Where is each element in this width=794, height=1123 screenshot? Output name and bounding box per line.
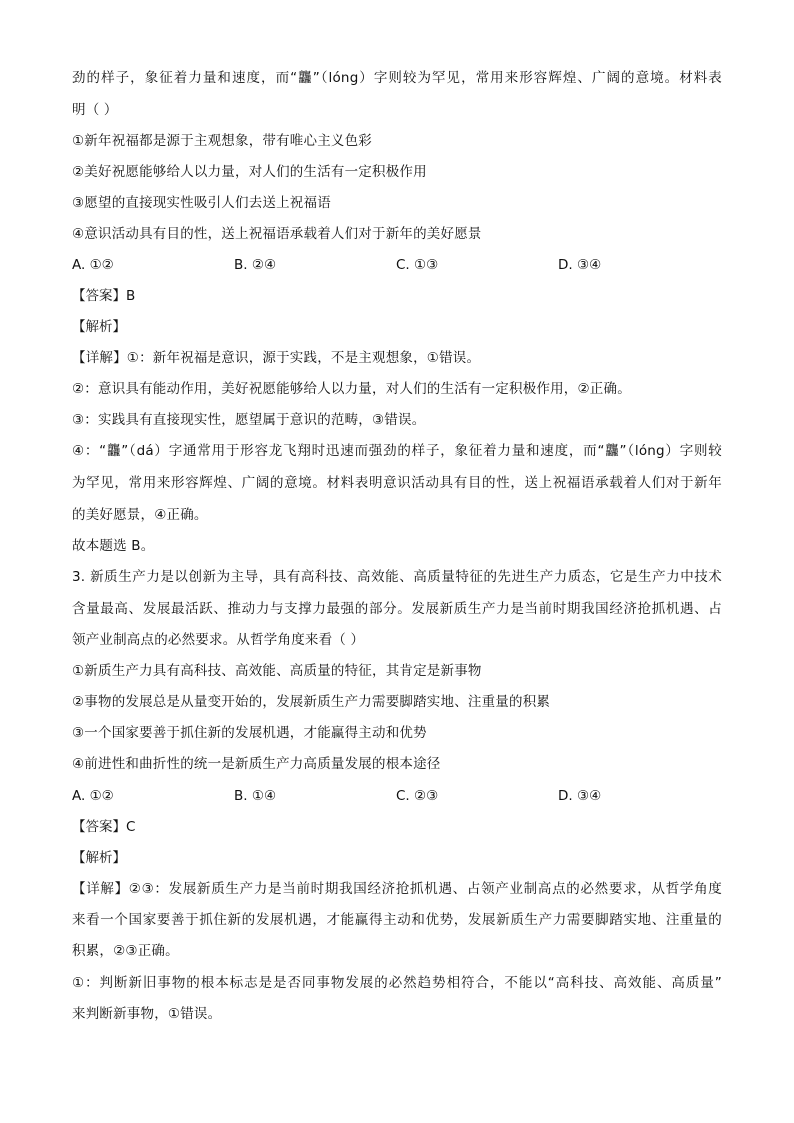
q2-analysis-line-4: ④：“龘”（dá）字通常用于形容龙飞翔时迅速而强劲的样子，象征着力量和速度，而“龘”（lóng）字则较 bbox=[72, 443, 722, 459]
q3-statement-2: ②事物的发展总是从量变开始的，发展新质生产力需要脚踏实地、注重量的积累 bbox=[72, 694, 551, 710]
q2-option-a: A. ①② bbox=[72, 257, 114, 273]
q2-option-d: D. ③④ bbox=[558, 257, 602, 273]
q3-option-b: B. ①④ bbox=[234, 788, 277, 804]
q2-option-c: C. ①③ bbox=[396, 257, 439, 273]
q3-statement-1: ①新质生产力具有高科技、高效能、高质量的特征，其肯定是新事物 bbox=[72, 663, 482, 679]
q3-option-c: C. ②③ bbox=[396, 788, 439, 804]
q3-stem-line-1: 3. 新质生产力是以创新为主导，具有高科技、高效能、高质量特征的先进生产力质态，它是生产力中技术 bbox=[72, 569, 722, 585]
q3-analysis-line-5: 来判断新事物，①错误。 bbox=[72, 1006, 222, 1022]
q3-analysis-line-3: 积累，②③正确。 bbox=[72, 943, 179, 959]
q2-stem-line-2: 明（ ） bbox=[72, 102, 118, 118]
q3-stem-line-3: 领产业制高点的必然要求。从哲学角度来看（ ） bbox=[72, 632, 365, 648]
q3-analysis-line-2: 来看一个国家要善于抓住新的发展机遇，才能赢得主动和优势，发展新质生产力需要脚踏实地、注重量的 bbox=[72, 912, 722, 928]
q2-analysis-line-2: ②：意识具有能动作用，美好祝愿能够给人以力量，对人们的生活有一定积极作用，②正确。 bbox=[72, 381, 631, 397]
q2-answer: 【答案】B bbox=[72, 288, 136, 304]
q2-analysis-line-7: 故本题选 B。 bbox=[72, 538, 155, 554]
q2-stem-line-1: 劲的样子，象征着力量和速度，而“龘”（lóng）字则较为罕见，常用来形容辉煌、广阔的意境。材料表 bbox=[72, 70, 722, 86]
q3-analysis-line-1: 【详解】②③：发展新质生产力是当前时期我国经济抢抓机遇、占领产业制高点的必然要求，从哲学角度 bbox=[72, 881, 722, 897]
q3-statement-4: ④前进性和曲折性的统一是新质生产力高质量发展的根本途径 bbox=[72, 756, 441, 772]
q2-statement-2: ②美好祝愿能够给人以力量，对人们的生活有一定积极作用 bbox=[72, 164, 427, 180]
q2-statement-3: ③愿望的直接现实性吸引人们去送上祝福语 bbox=[72, 195, 331, 211]
q2-analysis-line-1: 【详解】①：新年祝福是意识，源于实践，不是主观想象，①错误。 bbox=[72, 350, 481, 366]
q2-analysis-label: 【解析】 bbox=[72, 319, 126, 335]
q3-analysis-line-4: ①：判断新旧事物的根本标志是是否同事物发展的必然趋势相符合，不能以“高科技、高效能、高质量” bbox=[72, 975, 722, 991]
q2-statement-1: ①新年祝福都是源于主观想象，带有唯心主义色彩 bbox=[72, 133, 373, 149]
q2-analysis-line-3: ③：实践具有直接现实性，愿望属于意识的范畴，③错误。 bbox=[72, 412, 426, 428]
q3-option-a: A. ①② bbox=[72, 788, 114, 804]
q2-option-b: B. ②④ bbox=[234, 257, 277, 273]
q3-stem-line-2: 含量最高、发展最活跃、推动力与支撑力最强的部分。发展新质生产力是当前时期我国经济抢抓机遇、占 bbox=[72, 601, 722, 617]
q2-analysis-line-6: 的美好愿景，④正确。 bbox=[72, 507, 208, 523]
q3-answer: 【答案】C bbox=[72, 819, 136, 835]
q2-statement-4: ④意识活动具有目的性，送上祝福语承载着人们对于新年的美好愿景 bbox=[72, 226, 482, 242]
q3-option-d: D. ③④ bbox=[558, 788, 602, 804]
q2-analysis-line-5: 为罕见，常用来形容辉煌、广阔的意境。材料表明意识活动具有目的性，送上祝福语承载着人们对于新年 bbox=[72, 475, 722, 491]
q3-analysis-label: 【解析】 bbox=[72, 850, 126, 866]
q3-statement-3: ③一个国家要善于抓住新的发展机遇，才能赢得主动和优势 bbox=[72, 725, 427, 741]
